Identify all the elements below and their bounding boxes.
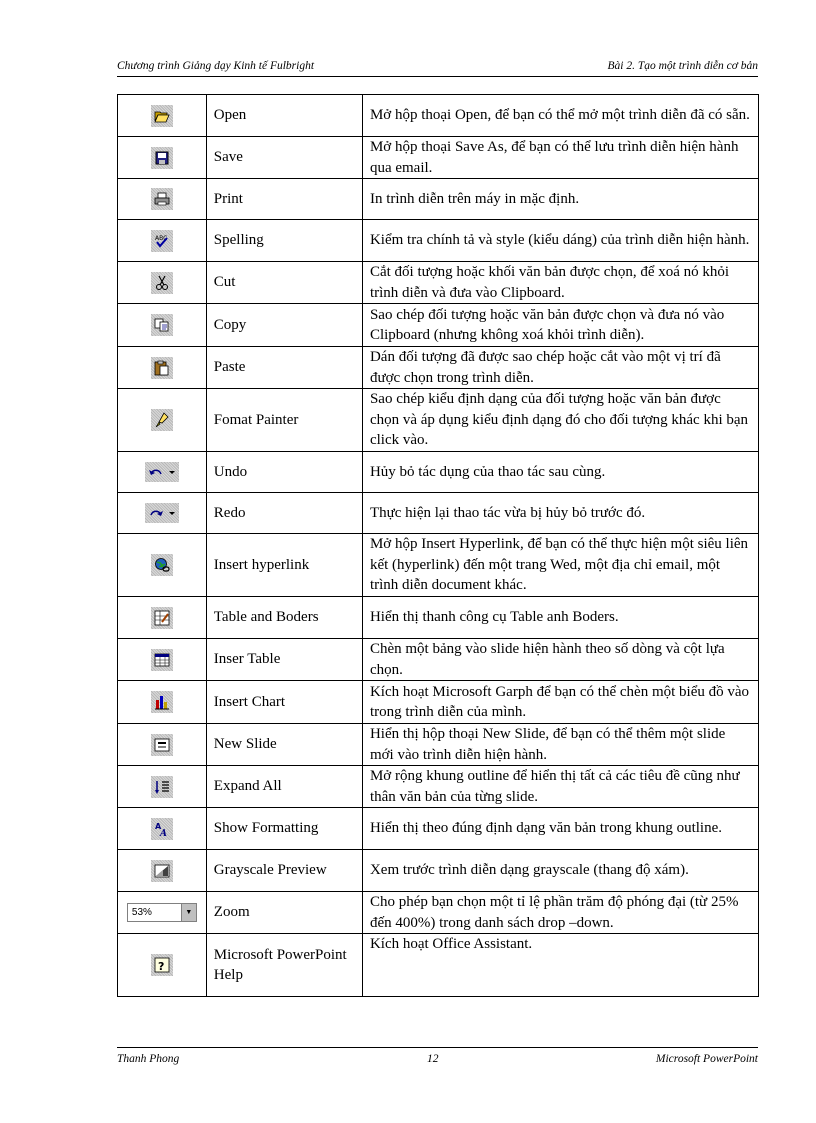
command-description: Mở hộp thoại Save As, để bạn có thể lưu trình diễn hiện hành qua email. bbox=[362, 137, 758, 179]
command-name: Print bbox=[206, 179, 362, 220]
command-icon-cell bbox=[118, 389, 207, 452]
command-description: In trình diễn trên máy in mặc định. bbox=[362, 179, 758, 220]
table-row bbox=[118, 534, 759, 597]
insert-table-icon bbox=[151, 649, 173, 671]
command-name: Copy bbox=[206, 304, 362, 347]
save-disk-icon bbox=[151, 147, 173, 169]
command-icon-cell bbox=[118, 934, 207, 997]
scissors-icon bbox=[151, 272, 173, 294]
command-name: Redo bbox=[206, 493, 362, 534]
command-description: Kích hoạt Microsoft Garph để bạn có thể chèn một biểu đồ vào trong trình diễn của mình. bbox=[362, 681, 758, 724]
zoom-value: 53% bbox=[131, 906, 152, 918]
command-icon-cell bbox=[118, 493, 207, 534]
svg-text:A: A bbox=[154, 821, 162, 831]
command-description: Mở rộng khung outline để hiển thị tất cả các tiêu đề cũng như thân văn bản của từng slide. bbox=[362, 766, 758, 808]
page-header bbox=[117, 58, 758, 77]
command-description: Hiển thị hộp thoại New Slide, để bạn có thể thêm một slide mới vào trình diễn hiện hành. bbox=[362, 724, 758, 766]
command-icon-cell bbox=[118, 639, 207, 681]
table-row bbox=[118, 597, 759, 639]
undo-icon bbox=[145, 462, 179, 482]
command-description: Hiển thị theo đúng định dạng văn bản trong khung outline. bbox=[362, 808, 758, 850]
command-description: Kiểm tra chính tả và style (kiểu dáng) của trình diễn hiện hành. bbox=[362, 220, 758, 262]
command-description: Cắt đối tượng hoặc khối văn bản được chọn, để xoá nó khỏi trình diễn và đưa vào Clipboard. bbox=[362, 262, 758, 304]
footer-product: Microsoft PowerPoint bbox=[655, 1053, 758, 1065]
table-borders-icon bbox=[151, 607, 173, 629]
command-description: Hủy bỏ tác dụng của thao tác sau cùng. bbox=[362, 452, 758, 493]
command-description: Sao chép kiểu định dạng của đối tượng hoặc văn bản được chọn và áp dụng kiểu định dạng đó cho đối tượng khác khi bạn click vào. bbox=[362, 389, 758, 452]
spelling-check-icon bbox=[151, 230, 173, 252]
table-row bbox=[118, 892, 759, 934]
command-icon-cell bbox=[118, 534, 207, 597]
command-icon-cell bbox=[118, 892, 207, 934]
footer-author: Thanh Phong bbox=[117, 1053, 180, 1065]
zoom-dropdown-icon bbox=[127, 903, 197, 922]
command-icon-cell bbox=[118, 597, 207, 639]
command-description: Mở hộp Insert Hyperlink, để bạn có thể thực hiện một siêu liên kết (hyperlink) đến một trang Wed, một địa chỉ email, một trình diễn document khác. bbox=[362, 534, 758, 597]
command-description: Sao chép đối tượng hoặc văn bản được chọn và đưa nó vào Clipboard (nhưng không xoá khỏi trình diễn). bbox=[362, 304, 758, 347]
command-name: Fomat Painter bbox=[206, 389, 362, 452]
command-name: Expand All bbox=[206, 766, 362, 808]
command-icon-cell bbox=[118, 137, 207, 179]
command-icon-cell bbox=[118, 179, 207, 220]
header-lesson-title: Bài 2. Tạo một trình diễn cơ bản bbox=[607, 60, 758, 72]
command-name: Zoom bbox=[206, 892, 362, 934]
table-row bbox=[118, 808, 759, 850]
command-name: Spelling bbox=[206, 220, 362, 262]
table-row bbox=[118, 347, 759, 389]
command-description: Cho phép bạn chọn một tỉ lệ phần trăm độ phóng đại (từ 25% đến 400%) trong danh sách drop –down. bbox=[362, 892, 758, 934]
command-icon-cell bbox=[118, 850, 207, 892]
paste-clipboard-icon bbox=[151, 357, 173, 379]
page-footer bbox=[117, 1047, 758, 1068]
command-name: New Slide bbox=[206, 724, 362, 766]
table-row bbox=[118, 304, 759, 347]
command-icon-cell bbox=[118, 766, 207, 808]
table-row bbox=[118, 493, 759, 534]
table-row bbox=[118, 179, 759, 220]
command-description: Thực hiện lại thao tác vừa bị hủy bỏ trước đó. bbox=[362, 493, 758, 534]
format-painter-icon bbox=[151, 409, 173, 431]
new-slide-icon bbox=[151, 734, 173, 756]
header-course-title: Chương trình Giảng dạy Kinh tế Fulbright bbox=[117, 60, 315, 72]
grayscale-preview-icon bbox=[151, 860, 173, 882]
table-row bbox=[118, 389, 759, 452]
table-row bbox=[118, 681, 759, 724]
toolbar-commands-table bbox=[117, 94, 759, 997]
command-description: Kích hoạt Office Assistant. bbox=[362, 934, 758, 997]
command-icon-cell bbox=[118, 808, 207, 850]
table-row bbox=[118, 220, 759, 262]
command-icon-cell bbox=[118, 347, 207, 389]
command-name: Cut bbox=[206, 262, 362, 304]
table-row bbox=[118, 934, 759, 997]
table-row bbox=[118, 95, 759, 137]
command-name: Insert hyperlink bbox=[206, 534, 362, 597]
help-icon bbox=[151, 954, 173, 976]
table-row bbox=[118, 639, 759, 681]
table-row bbox=[118, 724, 759, 766]
footer-page-number: 12 bbox=[427, 1053, 439, 1065]
command-name: Save bbox=[206, 137, 362, 179]
command-description: Xem trước trình diễn dạng grayscale (thang độ xám). bbox=[362, 850, 758, 892]
open-folder-icon bbox=[151, 105, 173, 127]
chevron-down-icon: ▼ bbox=[181, 904, 196, 921]
command-icon-cell bbox=[118, 724, 207, 766]
svg-text:A: A bbox=[159, 828, 167, 837]
show-formatting-icon bbox=[151, 818, 173, 840]
insert-hyperlink-icon bbox=[151, 554, 173, 576]
command-name: Show Formatting bbox=[206, 808, 362, 850]
insert-chart-icon bbox=[151, 691, 173, 713]
command-name: Paste bbox=[206, 347, 362, 389]
command-name: Insert Chart bbox=[206, 681, 362, 724]
printer-icon bbox=[151, 188, 173, 210]
command-icon-cell bbox=[118, 304, 207, 347]
command-icon-cell bbox=[118, 681, 207, 724]
command-name: Inser Table bbox=[206, 639, 362, 681]
command-name: Microsoft PowerPoint Help bbox=[206, 934, 362, 997]
command-icon-cell bbox=[118, 220, 207, 262]
command-icon-cell bbox=[118, 262, 207, 304]
copy-icon bbox=[151, 314, 173, 336]
table-row bbox=[118, 766, 759, 808]
command-name: Open bbox=[206, 95, 362, 137]
table-row bbox=[118, 137, 759, 179]
command-icon-cell bbox=[118, 95, 207, 137]
command-description: Chèn một bảng vào slide hiện hành theo số dòng và cột lựa chọn. bbox=[362, 639, 758, 681]
command-name: Undo bbox=[206, 452, 362, 493]
command-description: Hiển thị thanh công cụ Table anh Boders. bbox=[362, 597, 758, 639]
expand-all-icon bbox=[151, 776, 173, 798]
svg-text:?: ? bbox=[157, 960, 165, 973]
command-icon-cell bbox=[118, 452, 207, 493]
table-row bbox=[118, 262, 759, 304]
table-row bbox=[118, 850, 759, 892]
command-name: Table and Boders bbox=[206, 597, 362, 639]
command-description: Mở hộp thoại Open, để bạn có thể mở một trình diễn đã có sẵn. bbox=[362, 95, 758, 137]
command-description: Dán đối tượng đã được sao chép hoặc cắt vào một vị trí đã được chọn trong trình diễn. bbox=[362, 347, 758, 389]
table-row bbox=[118, 452, 759, 493]
svg-text:ABC: ABC bbox=[154, 234, 168, 242]
command-name: Grayscale Preview bbox=[206, 850, 362, 892]
redo-icon bbox=[145, 503, 179, 523]
